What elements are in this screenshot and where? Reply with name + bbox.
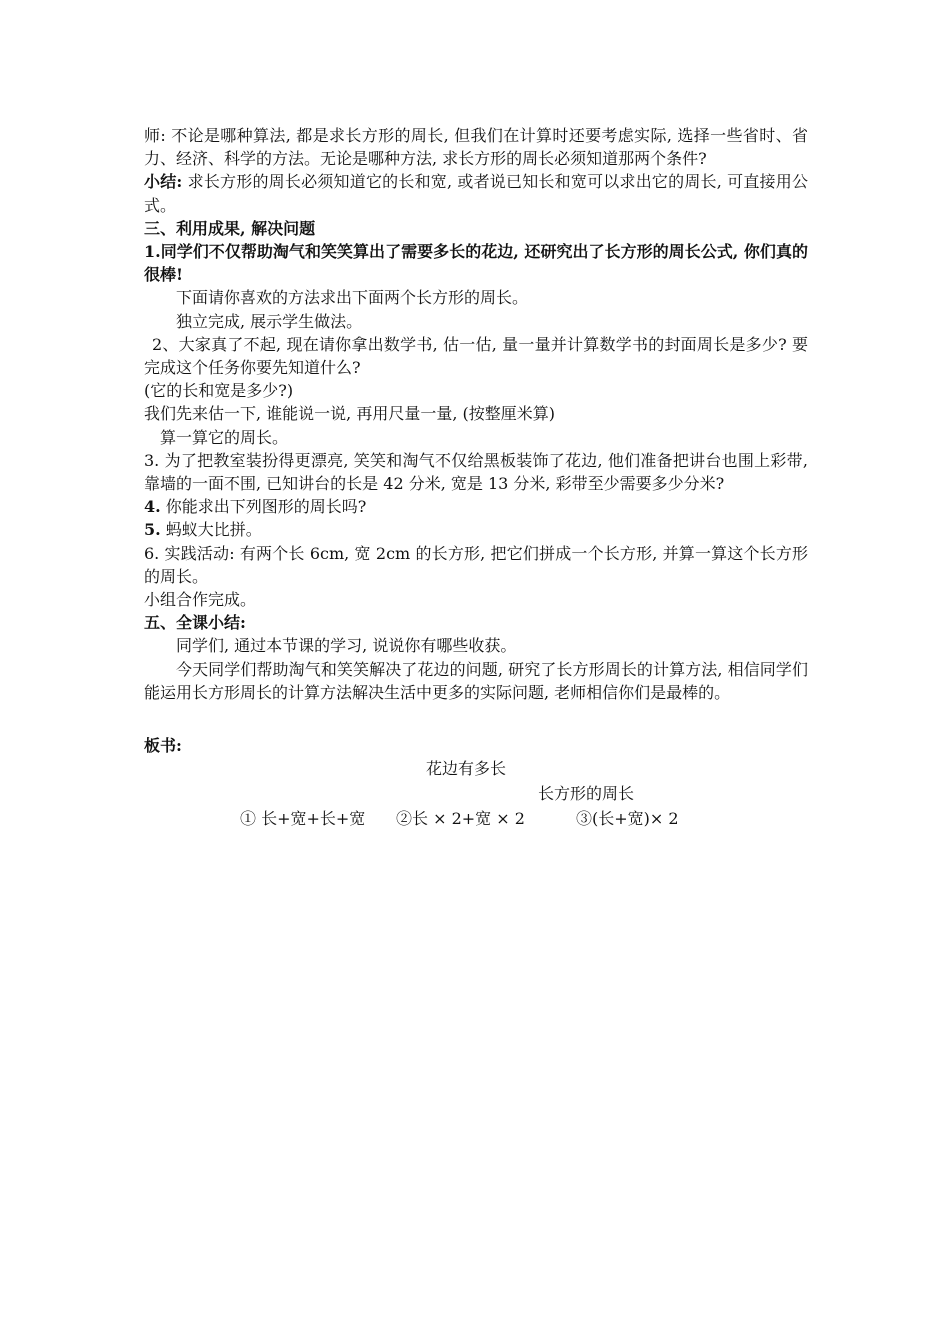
spacer [144, 704, 808, 728]
item-2-estimate: 我们先来估一下, 谁能说一说, 再用尺量一量, (按整厘米算) [144, 404, 556, 424]
board-formula-2: ②长 × 2+宽 × 2 [396, 809, 525, 829]
five-ask: 同学们, 通过本节课的学习, 说说你有哪些收获。 [176, 636, 517, 656]
item-2-paragraph: 2、大家真了不起, 现在请你拿出数学书, 估一估, 量一量并计算数学书的封面周长是多少? 要完成这个任务你要先知道什么? [144, 334, 808, 378]
item-1-show: 独立完成, 展示学生做法。 [176, 311, 363, 331]
item-4-paragraph [144, 495, 808, 518]
board-formula-3: ③(长+宽)× 2 [576, 809, 679, 829]
summary-paragraph [144, 170, 808, 216]
item-1-task: 下面请你喜欢的方法求出下面两个长方形的周长。 [176, 288, 529, 308]
item-5-text: 蚂蚁大比拼。 [160, 520, 262, 540]
item-4-number: 4. [144, 497, 161, 517]
board-label: 板书: [144, 736, 182, 756]
teacher-summary-paragraph: 师: 不论是哪种算法, 都是求长方形的周长, 但我们在计算时还要考虑实际, 选择一些省时、省力、经济、科学的方法。无论是哪种方法, 求长方形的周长必须知道那两个条件? [144, 126, 808, 169]
summary-text: 求长方形的周长必须知道它的长和宽, 或者说已知长和宽可以求出它的周长, 可直接用公式。 [144, 172, 808, 215]
section-three-heading: 三、利用成果, 解决问题 [144, 218, 316, 238]
section-five-heading: 五、全课小结: [144, 613, 246, 633]
item-6-group: 小组合作完成。 [144, 590, 257, 610]
board-formula-1: ① 长+宽+长+宽 [240, 809, 366, 829]
summary-label: 小结: [144, 172, 183, 192]
item-4-text: 你能求出下列图形的周长吗? [160, 497, 367, 517]
item-2-calculate: 算一算它的周长。 [160, 427, 289, 447]
board-content [144, 757, 808, 837]
document-body [144, 124, 808, 837]
item-3-paragraph: 3. 为了把教室装扮得更漂亮, 笑笑和淘气不仅给黑板装饰了花边, 他们准备把讲台也围上彩带, 靠墙的一面不围, 已知讲台的长是 42 分米, 宽是 13 分米, 彩带至少需要多少分米? [144, 450, 808, 494]
item-5-paragraph [144, 518, 808, 541]
item-5-number: 5. [144, 520, 161, 540]
item-6-paragraph: 6. 实践活动: 有两个长 6cm, 宽 2cm 的长方形, 把它们拼成一个长方形, 并算一算这个长方形的周长。 [144, 543, 808, 586]
board-title: 花边有多长 [426, 759, 507, 779]
item-2-question: (它的长和宽是多少?) [144, 381, 294, 401]
board-subtitle: 长方形的周长 [538, 784, 635, 804]
item-1-paragraph: 1.同学们不仅帮助淘气和笑笑算出了需要多长的花边, 还研究出了长方形的周长公式, 你们真的很棒! [144, 242, 808, 285]
five-close-paragraph: 今天同学们帮助淘气和笑笑解决了花边的问题, 研究了长方形周长的计算方法, 相信同学们能运用长方形周长的计算方法解决生活中更多的实际问题, 老师相信你们是最棒的。 [144, 659, 808, 702]
